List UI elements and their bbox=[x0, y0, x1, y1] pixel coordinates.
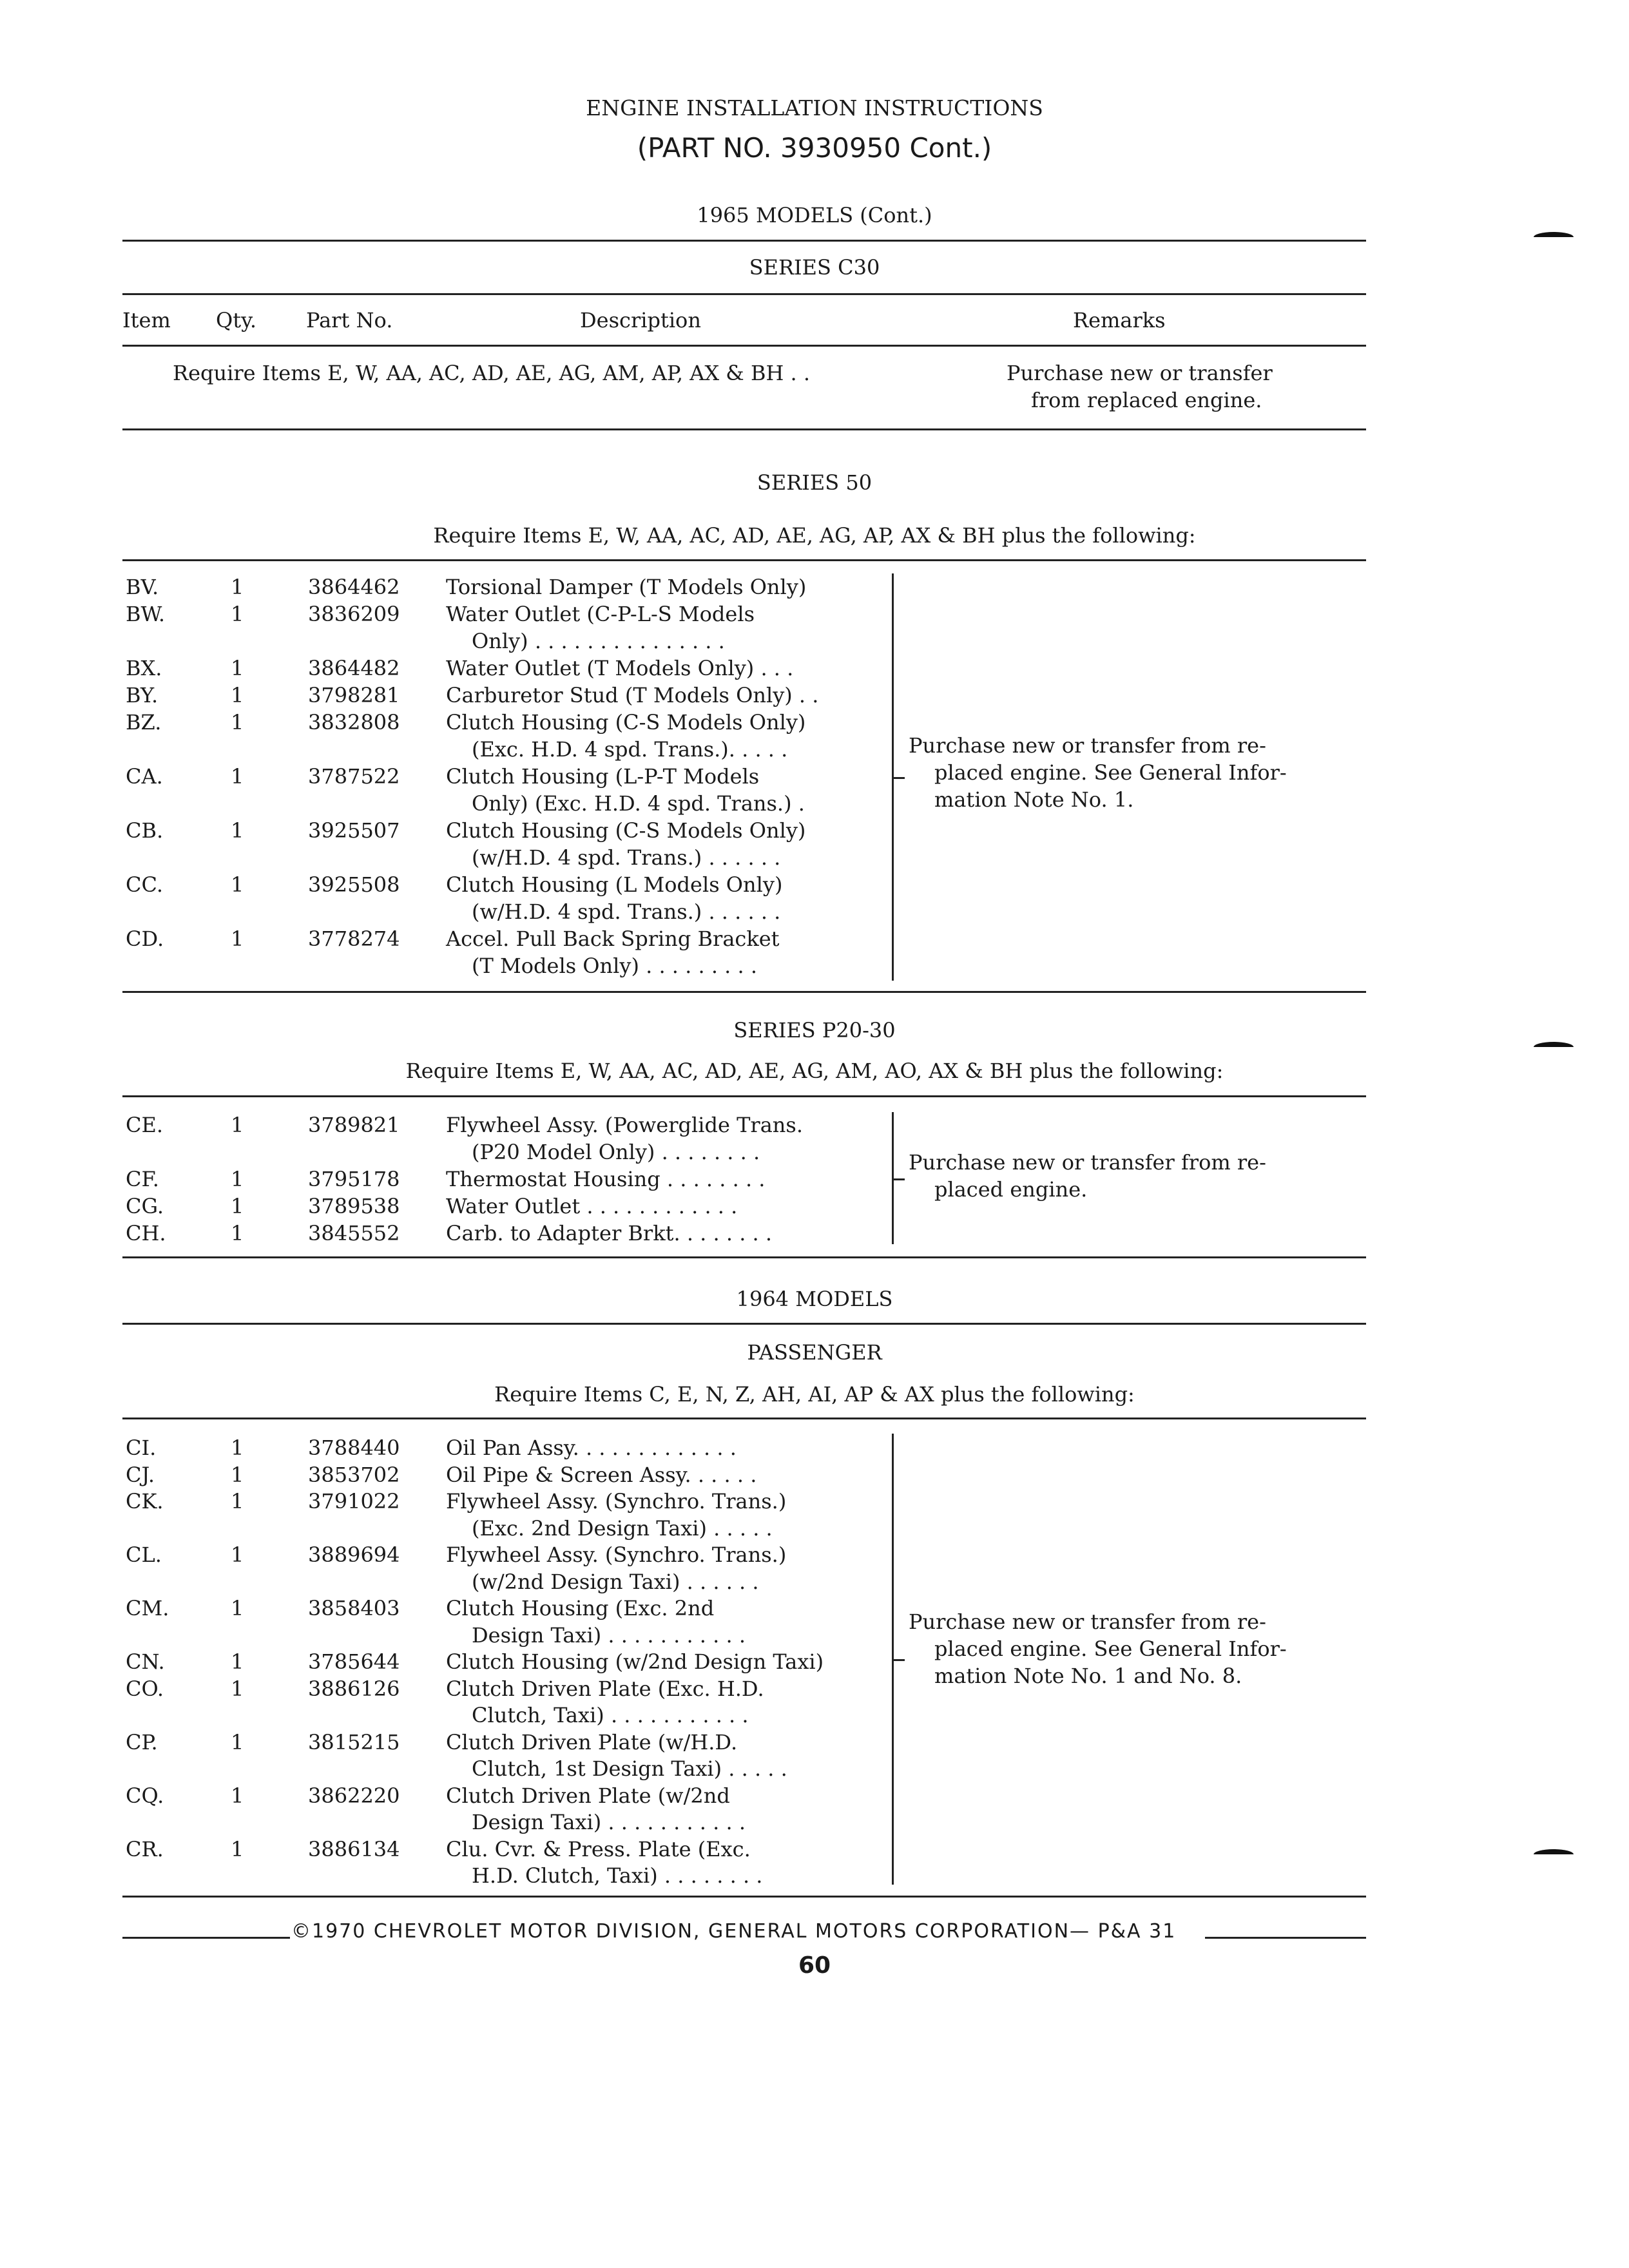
item-code: CD. bbox=[126, 927, 164, 951]
item-code: BX. bbox=[126, 656, 162, 680]
item-code: CH. bbox=[126, 1221, 166, 1245]
s50-remarks-line-2: placed engine. See General Infor- bbox=[934, 760, 1287, 785]
quantity: 1 bbox=[231, 872, 244, 897]
quantity: 1 bbox=[231, 1462, 244, 1487]
divider bbox=[122, 991, 1366, 993]
divider bbox=[122, 345, 1366, 347]
c30-remarks-line-1: Purchase new or transfer bbox=[1007, 361, 1273, 385]
description-line: Clutch, 1st Design Taxi) . . . . . bbox=[472, 1756, 787, 1781]
divider bbox=[122, 1323, 1366, 1325]
part-number: 3795178 bbox=[308, 1167, 400, 1191]
description-line: H.D. Clutch, Taxi) . . . . . . . . bbox=[472, 1863, 763, 1888]
description-line: Clutch Driven Plate (Exc. H.D. bbox=[446, 1676, 764, 1701]
description-line: Clu. Cvr. & Press. Plate (Exc. bbox=[446, 1836, 751, 1861]
footer-rule-right bbox=[1205, 1937, 1366, 1939]
description-line: Clutch, Taxi) . . . . . . . . . . . bbox=[472, 1703, 749, 1727]
description-line: Clutch Housing (C-S Models Only) bbox=[446, 818, 806, 843]
description-line: Clutch Housing (C-S Models Only) bbox=[446, 710, 806, 735]
item-code: CJ. bbox=[126, 1462, 155, 1487]
description-line: Only) (Exc. H.D. 4 spd. Trans.) . bbox=[472, 791, 805, 816]
quantity: 1 bbox=[231, 710, 244, 735]
passenger-heading: PASSENGER bbox=[747, 1340, 882, 1365]
pass-brace bbox=[883, 1434, 894, 1885]
item-code: CO. bbox=[126, 1676, 164, 1701]
quantity: 1 bbox=[231, 602, 244, 626]
description-line: Carb. to Adapter Brkt. . . . . . . . bbox=[446, 1221, 773, 1245]
item-code: CL. bbox=[126, 1542, 162, 1567]
item-code: BZ. bbox=[126, 710, 162, 735]
part-number: 3778274 bbox=[308, 927, 400, 951]
part-number: 3889694 bbox=[308, 1542, 400, 1567]
divider bbox=[122, 1418, 1366, 1419]
item-code: CG. bbox=[126, 1194, 164, 1218]
footer-copyright: ©1970 CHEVROLET MOTOR DIVISION, GENERAL MOTORS CORPORATION— P&A 31 bbox=[291, 1920, 1177, 1943]
series-50-heading: SERIES 50 bbox=[757, 470, 872, 495]
part-number: 3858403 bbox=[308, 1596, 400, 1620]
footer-rule-left bbox=[122, 1937, 290, 1939]
quantity: 1 bbox=[231, 1113, 244, 1137]
part-number: 3862220 bbox=[308, 1783, 400, 1808]
quantity: 1 bbox=[231, 1676, 244, 1701]
pass-remarks-line-1: Purchase new or transfer from re- bbox=[909, 1610, 1266, 1634]
p20-brace bbox=[883, 1112, 894, 1244]
description-line: Only) . . . . . . . . . . . . . . . bbox=[472, 629, 725, 653]
description-line: Design Taxi) . . . . . . . . . . . bbox=[472, 1622, 746, 1648]
part-number: 3785644 bbox=[308, 1649, 400, 1674]
description-line: Flywheel Assy. (Synchro. Trans.) bbox=[446, 1489, 787, 1514]
description-line: Design Taxi) . . . . . . . . . . . bbox=[472, 1810, 746, 1834]
column-remarks: Remarks bbox=[1073, 308, 1166, 332]
item-code: CM. bbox=[126, 1596, 169, 1620]
document-title: ENGINE INSTALLATION INSTRUCTIONS bbox=[586, 95, 1043, 120]
quantity: 1 bbox=[231, 1836, 244, 1861]
p20-remarks-line-2: placed engine. bbox=[934, 1177, 1088, 1202]
quantity: 1 bbox=[231, 1649, 244, 1674]
divider bbox=[122, 559, 1366, 561]
document-subtitle: (PART NO. 3930950 Cont.) bbox=[637, 132, 992, 164]
part-number: 3853702 bbox=[308, 1462, 400, 1487]
quantity: 1 bbox=[231, 575, 244, 599]
description-line: Clutch Driven Plate (w/H.D. bbox=[446, 1729, 738, 1754]
part-number: 3789821 bbox=[308, 1113, 400, 1137]
item-code: CQ. bbox=[126, 1783, 164, 1808]
s50-brace bbox=[883, 573, 894, 981]
item-code: CF. bbox=[126, 1167, 159, 1191]
item-code: CC. bbox=[126, 872, 163, 897]
quantity: 1 bbox=[231, 1729, 244, 1754]
quantity: 1 bbox=[231, 1783, 244, 1808]
part-number: 3815215 bbox=[308, 1729, 400, 1754]
quantity: 1 bbox=[231, 683, 244, 707]
description-line: (P20 Model Only) . . . . . . . . bbox=[472, 1140, 760, 1164]
description-line: Flywheel Assy. (Powerglide Trans. bbox=[446, 1113, 803, 1137]
part-number: 3791022 bbox=[308, 1489, 400, 1514]
column-description: Description bbox=[580, 308, 701, 332]
description-line: (w/H.D. 4 spd. Trans.) . . . . . . bbox=[472, 899, 781, 924]
part-number: 3789538 bbox=[308, 1194, 400, 1218]
quantity: 1 bbox=[231, 818, 244, 843]
description-line: Oil Pan Assy. . . . . . . . . . . . . bbox=[446, 1436, 737, 1460]
description-line: Carburetor Stud (T Models Only) . . bbox=[446, 683, 819, 707]
part-number: 3925507 bbox=[308, 818, 400, 843]
edge-mark bbox=[1534, 232, 1574, 237]
quantity: 1 bbox=[231, 1221, 244, 1245]
divider bbox=[122, 1256, 1366, 1258]
quantity: 1 bbox=[231, 1436, 244, 1460]
quantity: 1 bbox=[231, 656, 244, 680]
description-line: Clutch Driven Plate (w/2nd bbox=[446, 1783, 730, 1808]
description-line: (w/2nd Design Taxi) . . . . . . bbox=[472, 1569, 759, 1594]
part-number: 3845552 bbox=[308, 1221, 400, 1245]
part-number: 3886134 bbox=[308, 1836, 400, 1861]
description-line: (w/H.D. 4 spd. Trans.) . . . . . . bbox=[472, 845, 781, 870]
part-number: 3925508 bbox=[308, 872, 400, 897]
quantity: 1 bbox=[231, 764, 244, 789]
pass-remarks-line-2: placed engine. See General Infor- bbox=[934, 1637, 1287, 1661]
s50-remarks-line-3: mation Note No. 1. bbox=[934, 787, 1134, 812]
item-code: CP. bbox=[126, 1729, 158, 1754]
description-line: (Exc. H.D. 4 spd. Trans.). . . . . bbox=[472, 737, 788, 762]
description-line: Water Outlet (C-P-L-S Models bbox=[446, 602, 755, 626]
p20-remarks-line-1: Purchase new or transfer from re- bbox=[909, 1150, 1266, 1175]
divider bbox=[122, 1095, 1366, 1097]
item-code: BY. bbox=[126, 683, 159, 707]
models-1965-heading: 1965 MODELS (Cont.) bbox=[697, 203, 932, 227]
quantity: 1 bbox=[231, 927, 244, 951]
c30-remarks-line-2: from replaced engine. bbox=[1031, 388, 1262, 412]
s50-require-line: Require Items E, W, AA, AC, AD, AE, AG, AP, AX & BH plus the following: bbox=[433, 523, 1196, 548]
item-code: CI. bbox=[126, 1436, 157, 1460]
series-p20-heading: SERIES P20-30 bbox=[733, 1018, 896, 1043]
description-line: (T Models Only) . . . . . . . . . bbox=[472, 954, 758, 978]
quantity: 1 bbox=[231, 1542, 244, 1567]
part-number: 3832808 bbox=[308, 710, 400, 735]
description-line: Clutch Housing (w/2nd Design Taxi) bbox=[446, 1649, 824, 1674]
part-number: 3798281 bbox=[308, 683, 400, 707]
item-code: CK. bbox=[126, 1489, 164, 1514]
series-c30-heading: SERIES C30 bbox=[749, 255, 880, 280]
item-code: BW. bbox=[126, 602, 165, 626]
edge-mark bbox=[1534, 1042, 1574, 1047]
description-line: Water Outlet (T Models Only) . . . bbox=[446, 656, 794, 680]
description-line: Clutch Housing (Exc. 2nd bbox=[446, 1596, 715, 1620]
c30-require-line: Require Items E, W, AA, AC, AD, AE, AG, AM, AP, AX & BH . . bbox=[173, 361, 811, 385]
item-code: CE. bbox=[126, 1113, 164, 1137]
quantity: 1 bbox=[231, 1167, 244, 1191]
part-number: 3788440 bbox=[308, 1436, 400, 1460]
description-line: Oil Pipe & Screen Assy. . . . . . bbox=[446, 1462, 757, 1487]
pass-remarks-line-3: mation Note No. 1 and No. 8. bbox=[934, 1664, 1242, 1688]
description-line: Flywheel Assy. (Synchro. Trans.) bbox=[446, 1542, 787, 1567]
column-qty: Qty. bbox=[216, 308, 257, 332]
divider bbox=[122, 428, 1366, 430]
part-number: 3864482 bbox=[308, 656, 400, 680]
pass-require-line: Require Items C, E, N, Z, AH, AI, AP & AX plus the following: bbox=[494, 1382, 1135, 1407]
s50-remarks-line-1: Purchase new or transfer from re- bbox=[909, 733, 1266, 758]
column-part-no: Part No. bbox=[306, 308, 393, 332]
description-line: Water Outlet . . . . . . . . . . . . bbox=[446, 1194, 738, 1218]
description-line: Thermostat Housing . . . . . . . . bbox=[446, 1167, 766, 1191]
models-1964-heading: 1964 MODELS bbox=[736, 1287, 893, 1311]
item-code: CN. bbox=[126, 1649, 165, 1674]
item-code: CR. bbox=[126, 1836, 164, 1861]
divider bbox=[122, 240, 1366, 242]
description-line: Torsional Damper (T Models Only) bbox=[446, 575, 807, 599]
part-number: 3787522 bbox=[308, 764, 400, 789]
edge-mark bbox=[1534, 1849, 1574, 1854]
quantity: 1 bbox=[231, 1489, 244, 1514]
p20-require-line: Require Items E, W, AA, AC, AD, AE, AG, AM, AO, AX & BH plus the following: bbox=[405, 1059, 1224, 1083]
description-line: Clutch Housing (L Models Only) bbox=[446, 872, 783, 897]
description-line: Clutch Housing (L-P-T Models bbox=[446, 764, 760, 789]
part-number: 3864462 bbox=[308, 575, 400, 599]
item-code: BV. bbox=[126, 575, 159, 599]
column-item: Item bbox=[122, 308, 171, 332]
description-line: (Exc. 2nd Design Taxi) . . . . . bbox=[472, 1515, 773, 1541]
divider bbox=[122, 1896, 1366, 1898]
page-number: 60 bbox=[798, 1952, 831, 1979]
part-number: 3836209 bbox=[308, 602, 400, 626]
divider bbox=[122, 293, 1366, 295]
quantity: 1 bbox=[231, 1596, 244, 1620]
description-line: Accel. Pull Back Spring Bracket bbox=[446, 927, 780, 951]
quantity: 1 bbox=[231, 1194, 244, 1218]
part-number: 3886126 bbox=[308, 1676, 400, 1701]
item-code: CA. bbox=[126, 764, 163, 789]
item-code: CB. bbox=[126, 818, 164, 843]
